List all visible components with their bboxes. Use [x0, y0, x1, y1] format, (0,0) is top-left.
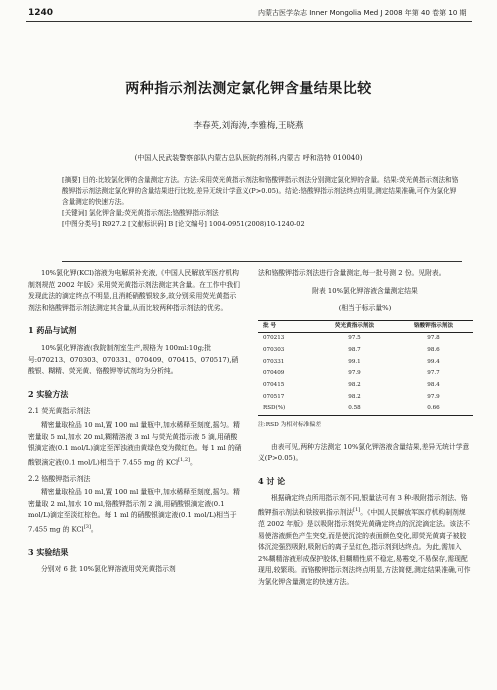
- table-row: [258, 403, 473, 415]
- table-cell: 97.9: [427, 393, 440, 400]
- continued-text: 法和铬酸钾指示剂法进行含量测定,每一批号测 2 份。见附表。: [258, 269, 446, 277]
- table-row: [258, 380, 473, 392]
- reference-mark: [1,2]: [178, 456, 190, 463]
- result-text: 由表可见,两种方法测定 10%氯化钾溶液含量结果,差异无统计学意义(P>0.05)。: [258, 442, 470, 463]
- table-row: [258, 333, 473, 345]
- table-cell: 99.4: [427, 358, 440, 365]
- table-note: 注:RSD 为相对标准偏差: [258, 422, 322, 429]
- intro-paragraph: 10%氯化钾(KCl)溶液为电解质补充液,《中国人民解放军医疗机构制剂规范 2002 年版》采用荧光黄指示剂法测定其含量。在工作中我们发现此法的滴定终点不明显,且消耗硝酸银较多,故分别采用荧光黄指示剂法和铬酸钾指示剂法测定其含量,从而比较两种指示剂法的优劣。: [28, 269, 240, 312]
- subsection-2-1-text: 精密量取检品 10 ml,置 100 ml 量瓶中,加水稀释至刻度,摇匀。精密量取 5 ml,加水 20 ml,糊精溶液 3 ml 与荧光黄指示液 5 滴,用硝酸银滴定液(0.1 mol/L)滴定至浑浊液由黄绿色变为微红色。每 1 ml 的硝酸银滴定液(0.1 mol/L)相当于 7.455 mg 的 KCl[1,2]。: [28, 420, 242, 466]
- subsection-2-2-text: 精密量取检品 10 ml,置 100 ml 量瓶中,加水稀释至刻度,摇匀。精密量取 2 ml,加水 10 ml,铬酸钾指示剂 2 滴,用硝酸银滴定液(0.1 mol/L)滴定至淡红棕色。每 1 ml 的硝酸银滴定液(0.1 mol/L)相当于 7.455 mg 的 KCl[3]。: [28, 488, 240, 534]
- page-number: 1240: [28, 8, 54, 18]
- table-cell: 98.6: [427, 347, 440, 354]
- table-cell: 070415: [263, 382, 285, 389]
- table-cell: RSD(%): [263, 405, 286, 412]
- journal-header: 内蒙古医学杂志 Inner Mongolia Med J 2008 年第 40 卷第 10 期: [258, 9, 467, 17]
- table-cell: 98.4: [427, 382, 440, 389]
- abstract-rule: [62, 261, 462, 262]
- table-row: [258, 392, 473, 404]
- table-header-row: [258, 320, 473, 333]
- abstract-block: [62, 175, 462, 230]
- table-cell: 98.7: [348, 347, 361, 354]
- table-row: [258, 357, 473, 369]
- table-cell: 070517: [263, 393, 285, 400]
- table-row: [258, 368, 473, 380]
- section-4-text: [258, 493, 472, 588]
- reference-mark: [1]: [353, 507, 361, 514]
- results-table: [258, 320, 473, 417]
- table-cell: 97.7: [427, 370, 440, 377]
- right-column: [258, 268, 472, 588]
- table-cell: 0.66: [427, 405, 440, 412]
- table-cell: 070213: [263, 335, 285, 342]
- affiliation: (中国人民武装警察部队内蒙古总队医院药剂科,内蒙古 呼和浩特 010040): [134, 154, 363, 162]
- section-2-title: 2 实验方法: [28, 388, 69, 399]
- subsection-2-1-body: 精密量取检品 10 ml,置 100 ml 量瓶中,加水稀释至刻度,摇匀。精密量取 5 ml,加水 20 ml,糊精溶液 3 ml 与荧光黄指示液 5 滴,用硝酸银滴定液(0.1 mol/L)滴定至浑浊液由黄绿色变为微红色。每 1 ml 的硝酸银滴定液(0.1 mol/L)相当于 7.455 mg 的 KCl: [28, 420, 242, 466]
- classification: [中图分类号] R927.2 [文献标识码] B [论文编号] 1004-0951(2008)10-1240-02: [62, 220, 305, 228]
- section-3-title: 3 实验结果: [28, 546, 69, 557]
- table-cell: 98.2: [348, 382, 361, 389]
- table-header: 批 号: [263, 322, 277, 329]
- header-rule: [26, 21, 472, 22]
- reference-mark: [3]: [83, 523, 91, 530]
- section-1-title: 1 药品与试剂: [28, 325, 77, 336]
- table-subtitle: (相当于标示量%): [338, 303, 392, 312]
- section-1-text: 10%氯化钾溶液(我院制剂室生产,规格为 100ml:10g;批号:070213、070303、070331、070409、070415、070517),硝酸银、糊精、荧光黄、铬酸钾等试剂均为分析纯。: [28, 343, 239, 376]
- subsection-2-2-title: 2.2 铬酸钾指示剂法: [28, 474, 91, 483]
- table-cell: 070303: [263, 347, 285, 354]
- table-header: 铬酸钾指示剂法: [413, 322, 454, 329]
- section-3-text: 分别对 6 批 10%氯化钾溶液用荧光黄指示剂: [41, 565, 176, 574]
- article-title: 两种指示剂法测定氯化钾含量结果比较: [125, 81, 372, 97]
- table-row: [258, 345, 473, 357]
- section-4-body-b: 。《中国人民解放军医疗机构制剂规范 2002 年版》是以吸附指示剂荧光黄确定终点的沉淀滴定法。该法不易使溶液颜色产生突变,而是使沉淀的表面颜色变化,即荧光黄离子被胶体沉淀强烈吸附,吸附后的离子呈红色,指示剂到达终点。为此,需加入 2%糊精溶液形成保护胶体,但糊精性质不稳定,易霉变,不易保存,需现配现用,较繁琐。而铬酸钾指示剂法终点明显,方法简便,测定结果准确,可作为氯化钾含量测定的快速方法。: [258, 508, 471, 586]
- section-4-title: 4 讨 论: [258, 475, 286, 486]
- table-cell: 99.1: [348, 358, 361, 365]
- table-cell: 98.2: [348, 393, 361, 400]
- abstract-text: [摘要] 目的:比较氯化钾的含量测定方法。方法:采用荧光黄指示剂法和铬酸钾指示剂法分别测定氯化钾的含量。结果:荧光黄指示剂法和铬酸钾指示剂法测定氯化钾的含量结果进行比较,差异无统计学意义(P>0.05)。结论:铬酸钾指示剂法终点明显,测定结果准确,可作为氯化钾含量测定的快速方法。: [62, 176, 459, 206]
- section-4-body-a: 根据确定终点所用指示剂不同,银量法可有 3 种:吸附指示剂法、铬酸钾指示剂法和铁铵矾指示剂法: [258, 494, 468, 517]
- subsection-2-1-title: 2.1 荧光黄指示剂法: [28, 407, 91, 416]
- table-cell: 070331: [263, 358, 285, 365]
- table-cell: 070409: [263, 370, 285, 377]
- table-cell: 97.5: [348, 335, 361, 342]
- authors: 李春英,刘海涛,李雅梅,王晓燕: [193, 121, 304, 131]
- left-column: [28, 268, 242, 576]
- subsection-2-2-body: 精密量取检品 10 ml,置 100 ml 量瓶中,加水稀释至刻度,摇匀。精密量取 2 ml,加水 10 ml,铬酸钾指示剂 2 滴,用硝酸银滴定液(0.1 mol/L)滴定至淡红棕色。每 1 ml 的硝酸银滴定液(0.1 mol/L)相当于 7.455 mg 的 KCl: [28, 488, 240, 534]
- table-title: 附表 10%氯化钾溶液含量测定结果: [312, 286, 418, 295]
- table-cell: 0.58: [348, 405, 361, 412]
- table-header: 荧光黄指示剂法: [334, 322, 375, 329]
- keywords: [关键词] 氯化钾含量;荧光黄指示剂法;铬酸钾指示剂法: [62, 209, 219, 217]
- table-cell: 97.9: [348, 370, 361, 377]
- table-cell: 97.8: [427, 335, 440, 342]
